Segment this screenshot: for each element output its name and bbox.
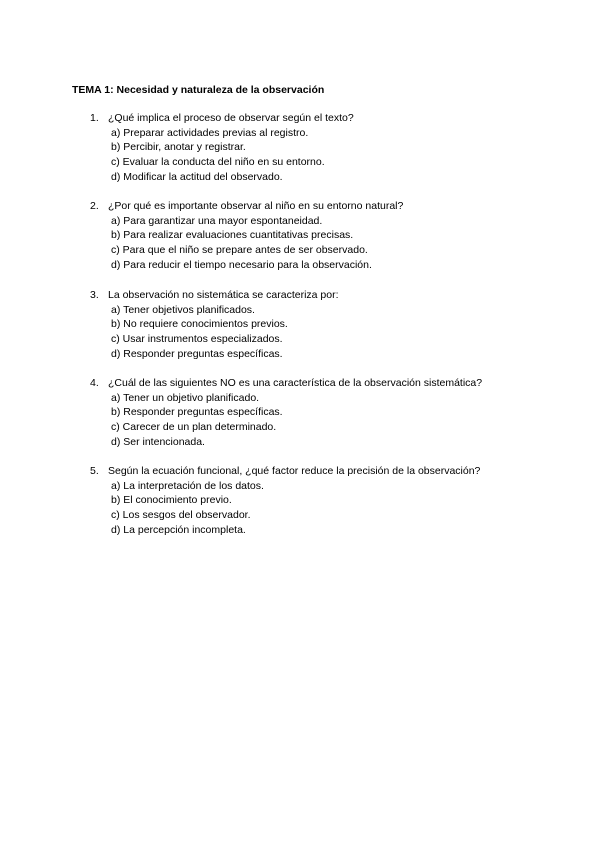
option-d: d) Modificar la actitud del observado. [111, 170, 283, 183]
document-title: TEMA 1: Necesidad y naturaleza de la observación [72, 84, 325, 96]
option-c: c) Los sesgos del observador. [111, 509, 251, 522]
question-header [90, 464, 580, 479]
option-b: b) No requiere conocimientos previos. [111, 318, 288, 331]
question-text: ¿Qué implica el proceso de observar según el texto? [108, 112, 354, 124]
question-header [90, 199, 580, 214]
option-a: a) La interpretación de los datos. [111, 479, 264, 492]
question-header [90, 288, 580, 303]
question-1 [90, 111, 580, 185]
option-b: b) Percibir, anotar y registrar. [111, 141, 246, 154]
options-list [111, 391, 580, 450]
question-number: 4. [90, 377, 99, 389]
option-c: c) Carecer de un plan determinado. [111, 421, 277, 434]
option-c: c) Evaluar la conducta del niño en su entorno. [111, 156, 325, 169]
question-number: 5. [90, 465, 99, 477]
question-text: ¿Por qué es importante observar al niño en su entorno natural? [108, 200, 404, 212]
option-a: a) Tener objetivos planificados. [111, 303, 255, 316]
option-b: b) Para realizar evaluaciones cuantitativas precisas. [111, 229, 354, 242]
question-header [90, 111, 580, 126]
option-b: b) Responder preguntas específicas. [111, 406, 283, 419]
option-a: a) Para garantizar una mayor espontaneidad. [111, 214, 323, 227]
question-3 [90, 288, 580, 362]
option-b: b) El conocimiento previo. [111, 494, 232, 507]
option-d: d) Para reducir el tiempo necesario para la observación. [111, 258, 372, 271]
question-number: 1. [90, 112, 99, 124]
question-header [90, 376, 580, 391]
options-list [111, 479, 580, 538]
question-4 [90, 376, 580, 450]
question-5 [90, 464, 580, 538]
option-d: d) Ser intencionada. [111, 435, 205, 448]
option-a: a) Preparar actividades previas al registro. [111, 126, 309, 139]
question-number: 2. [90, 200, 99, 212]
question-text: ¿Cuál de las siguientes NO es una característica de la observación sistemática? [108, 377, 483, 389]
options-list [111, 126, 580, 185]
question-2 [90, 199, 580, 273]
question-number: 3. [90, 289, 99, 301]
options-list [111, 214, 580, 273]
option-c: c) Para que el niño se prepare antes de ser observado. [111, 244, 368, 257]
question-text: Según la ecuación funcional, ¿qué factor reduce la precisión de la observación? [108, 465, 481, 477]
question-text: La observación no sistemática se caracteriza por: [108, 289, 339, 301]
option-a: a) Tener un objetivo planificado. [111, 391, 260, 404]
option-d: d) Responder preguntas específicas. [111, 347, 283, 360]
option-c: c) Usar instrumentos especializados. [111, 333, 283, 346]
option-d: d) La percepción incompleta. [111, 523, 246, 536]
options-list [111, 303, 580, 362]
